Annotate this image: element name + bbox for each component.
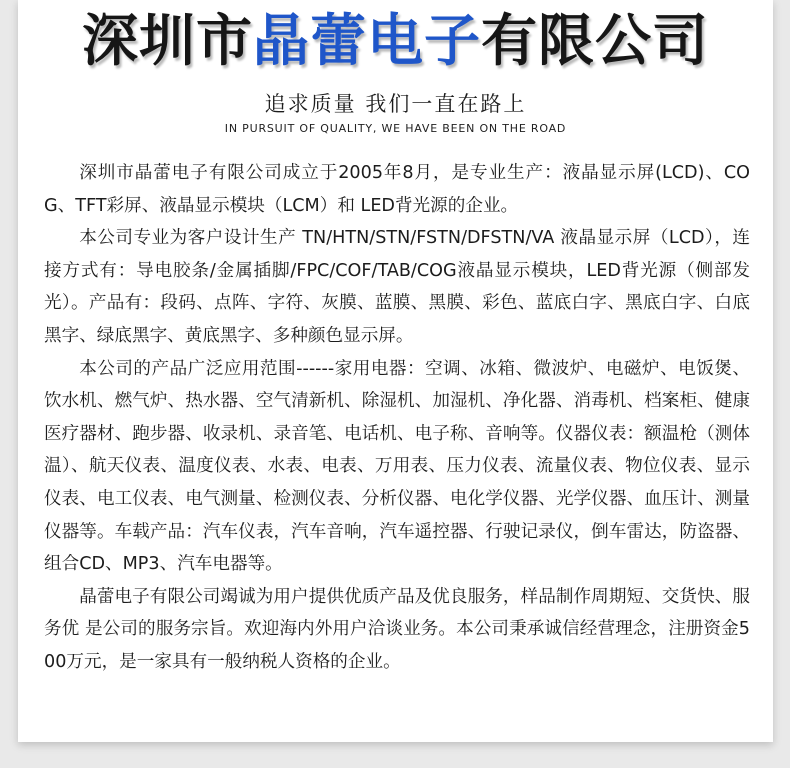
slogan-chinese: 追求质量 我们一直在路上 <box>264 92 527 116</box>
title-prefix: 深圳市 <box>82 9 253 74</box>
title-suffix: 有限公司 <box>481 9 709 74</box>
content-card <box>18 0 773 742</box>
paragraph-products: 本公司专业为客户设计生产 TN/HTN/STN/FSTN/DFSTN/VA 液晶显示屏（LCD），连接方式有：导电胶条/金属插脚/FPC/COF/TAB/COG液晶显示模块，LED背光源（侧部发光）。产品有：段码、点阵、字符、灰膜、蓝膜、黑膜、彩色、蓝底白字、黑底白字、白底黑字、绿底黑字、黄底黑字、多种颜色显示屏。 <box>44 228 750 346</box>
slogan-english: IN PURSUIT OF QUALITY, WE HAVE BEEN ON THE ROAD <box>224 122 567 135</box>
paragraph-intro: 深圳市晶蕾电子有限公司成立于2005年8月，是专业生产：液晶显示屏(LCD)、COG、TFT彩屏、液晶显示模块（LCM）和 LED背光源的企业。 <box>44 163 750 216</box>
paragraph-applications: 本公司的产品广泛应用范围------家用电器：空调、冰箱、微波炉、电磁炉、电饭煲、饮水机、燃气炉、热水器、空气清新机、除湿机、加湿机、净化器、消毒机、档案柜、健康医疗器材、跑步器、收录机、录音笔、电话机、电子称、音响等。仪器仪表：额温枪（测体温）、航天仪表、温度仪表、水表、电表、万用表、压力仪表、流量仪表、物位仪表、显示仪表、电工仪表、电气测量、检测仪表、分析仪器、电化学仪器、光学仪器、血压计、测量仪器等。车载产品：汽车仪表，汽车音响，汽车遥控器、行驶记录仪，倒车雷达，防盗器、组合CD、MP3、汽车电器等。 <box>44 358 750 575</box>
paragraph-service: 晶蕾电子有限公司竭诚为用户提供优质产品及优良服务，样品制作周期短、交货快、服务优 是公司的服务宗旨。欢迎海内外用户洽谈业务。本公司秉承诚信经营理念，注册资金500万元，是一家具有一般纳税人资格的企业。 <box>44 586 750 672</box>
title-accent: 晶蕾电子 <box>253 9 481 74</box>
company-title <box>18 4 773 80</box>
company-description <box>44 157 750 679</box>
